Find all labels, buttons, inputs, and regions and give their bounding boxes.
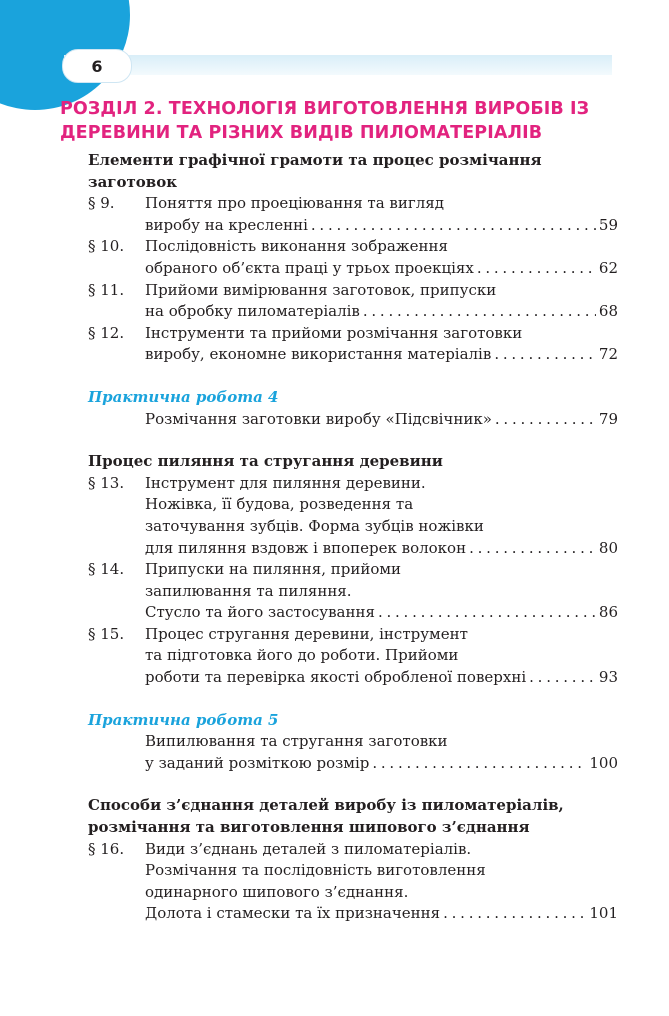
toc-entry[interactable] (88, 731, 618, 774)
page-number: 6 (62, 49, 132, 83)
entry-body (145, 839, 618, 925)
entry-text-line: Припуски на пиляння, прийоми (145, 560, 402, 579)
entry-body (145, 473, 618, 559)
group-title: Елементи графічної грамоти та процес розмічання (88, 151, 542, 169)
page-ref[interactable]: 101 (589, 904, 618, 923)
entry-body (145, 731, 618, 774)
paragraph-number: § 13. (88, 473, 125, 492)
entry-last-line (145, 667, 618, 689)
entry-body (145, 280, 618, 323)
entry-last-line (145, 753, 618, 775)
header-band (64, 55, 612, 75)
entry-text-line: запилювання та пиляння. (145, 581, 352, 600)
entry-text-line: виробу, економне використання матеріалів (145, 345, 492, 364)
dot-leader (372, 753, 586, 775)
entry-text-line: Прийоми вимірювання заготовок, припуски (145, 280, 497, 299)
toc-group (88, 710, 618, 775)
entry-text-line: заточування зубців. Форма зубців ножівки (145, 516, 484, 535)
toc-entry[interactable] (88, 839, 618, 925)
toc-entry[interactable] (88, 236, 618, 279)
entry-text-line: Ножівка, її будова, розведення та (145, 495, 414, 514)
dot-leader (477, 258, 596, 280)
toc-entry[interactable] (88, 409, 618, 431)
entry-text-line: Розмічання заготовки виробу «Підсвічник» (145, 409, 492, 428)
entry-text-line: на обробку пиломатеріалів (145, 302, 360, 321)
entry-body (145, 236, 618, 279)
page-ref[interactable]: 68 (598, 302, 618, 321)
entry-text-line: Послідовність виконання зображення (145, 237, 448, 256)
paragraph-number: § 14. (88, 560, 125, 579)
page-ref[interactable]: 79 (598, 409, 618, 428)
entry-last-line (145, 258, 618, 280)
dot-leader (494, 344, 596, 366)
entry-text-line: виробу на кресленні (145, 215, 308, 234)
entry-last-line (145, 903, 618, 925)
practical-work-title: Практична робота 4 (88, 387, 279, 406)
group-title: Процес пиляння та стругання деревини (88, 452, 443, 471)
group-spacer (88, 689, 618, 710)
paragraph-number: § 10. (88, 237, 125, 256)
page-ref[interactable]: 86 (598, 603, 618, 622)
entry-last-line (145, 602, 618, 624)
dot-leader (443, 903, 586, 925)
toc-group (88, 387, 618, 430)
toc-entry[interactable] (88, 193, 618, 236)
toc-group (88, 451, 618, 689)
entry-last-line (145, 215, 618, 237)
paragraph-number: § 9. (88, 194, 115, 213)
entry-text-line: Долота і стамески та їх призначення (145, 904, 441, 923)
entry-body (145, 409, 618, 431)
entry-text-line: Стусло та його застосування (145, 603, 375, 622)
toc-entry[interactable] (88, 323, 618, 366)
toc-entry[interactable] (88, 473, 618, 559)
dot-leader (529, 667, 596, 689)
entry-text-line: Поняття про проеціювання та вигляд (145, 194, 444, 213)
entry-text-line: обраного об’єкта праці у трьох проекціях (145, 258, 474, 277)
paragraph-number: § 11. (88, 280, 125, 299)
group-title: розмічання та виготовлення шипового з’єднання (88, 818, 530, 837)
toc-group (88, 150, 618, 366)
practical-work-title: Практична робота 5 (88, 710, 279, 729)
page-ref[interactable]: 100 (589, 753, 618, 772)
entry-text-line: та підготовка його до роботи. Прийоми (145, 646, 459, 665)
paragraph-number (88, 409, 145, 431)
group-spacer (88, 774, 618, 795)
entry-text-line: Інструмент для пиляння деревини. (145, 473, 426, 492)
entry-last-line (145, 301, 618, 323)
table-of-contents (88, 150, 618, 925)
entry-last-line (145, 409, 618, 431)
toc-entry[interactable] (88, 624, 618, 689)
section-title-line: РОЗДІЛ 2. ТЕХНОЛОГІЯ ВИГОТОВЛЕННЯ ВИРОБІВ ІЗ (60, 99, 590, 119)
entry-body (145, 559, 618, 624)
entry-text-line: Процес стругання деревини, інструмент (145, 624, 468, 643)
group-spacer (88, 366, 618, 387)
entry-last-line (145, 538, 618, 560)
entry-text-line: Інструменти та прийоми розмічання заготовки (145, 323, 523, 342)
page-ref[interactable]: 62 (598, 258, 618, 277)
dot-leader (363, 301, 596, 323)
entry-body (145, 323, 618, 366)
entry-body (145, 193, 618, 236)
entry-text-line: Випилювання та стругання заготовки (145, 732, 448, 751)
page-ref[interactable]: 80 (598, 538, 618, 557)
dot-leader (378, 602, 596, 624)
paragraph-number: § 15. (88, 624, 125, 643)
toc-entry[interactable] (88, 559, 618, 624)
toc-group (88, 795, 618, 925)
entry-text-line: для пиляння вздовж і впоперек волокон (145, 538, 467, 557)
entry-last-line (145, 344, 618, 366)
paragraph-number: § 16. (88, 839, 125, 858)
entry-text-line: Розмічання та послідовність виготовлення (145, 861, 486, 880)
group-title: Способи з’єднання деталей виробу із пиломатеріалів, (88, 796, 564, 815)
entry-text-line: одинарного шипового з’єднання. (145, 882, 409, 901)
paragraph-number (88, 731, 145, 774)
group-title: заготовок (88, 172, 178, 191)
entry-text-line: Види з’єднань деталей з пиломатеріалів. (145, 839, 472, 858)
page-ref[interactable]: 93 (598, 668, 618, 687)
section-title (60, 97, 640, 145)
toc-entry[interactable] (88, 280, 618, 323)
entry-text-line: роботи та перевірка якості обробленої поверхні (145, 668, 527, 687)
paragraph-number: § 12. (88, 323, 125, 342)
page-ref[interactable]: 59 (598, 215, 618, 234)
section-title-line: ДЕРЕВИНИ ТА РІЗНИХ ВИДІВ ПИЛОМАТЕРІАЛІВ (60, 123, 543, 143)
entry-text-line: у заданий розміткою розмір (145, 753, 370, 772)
group-spacer (88, 430, 618, 451)
dot-leader (495, 409, 596, 431)
entry-body (145, 624, 618, 689)
dot-leader (469, 538, 596, 560)
dot-leader (311, 215, 596, 237)
page-ref[interactable]: 72 (598, 345, 618, 364)
